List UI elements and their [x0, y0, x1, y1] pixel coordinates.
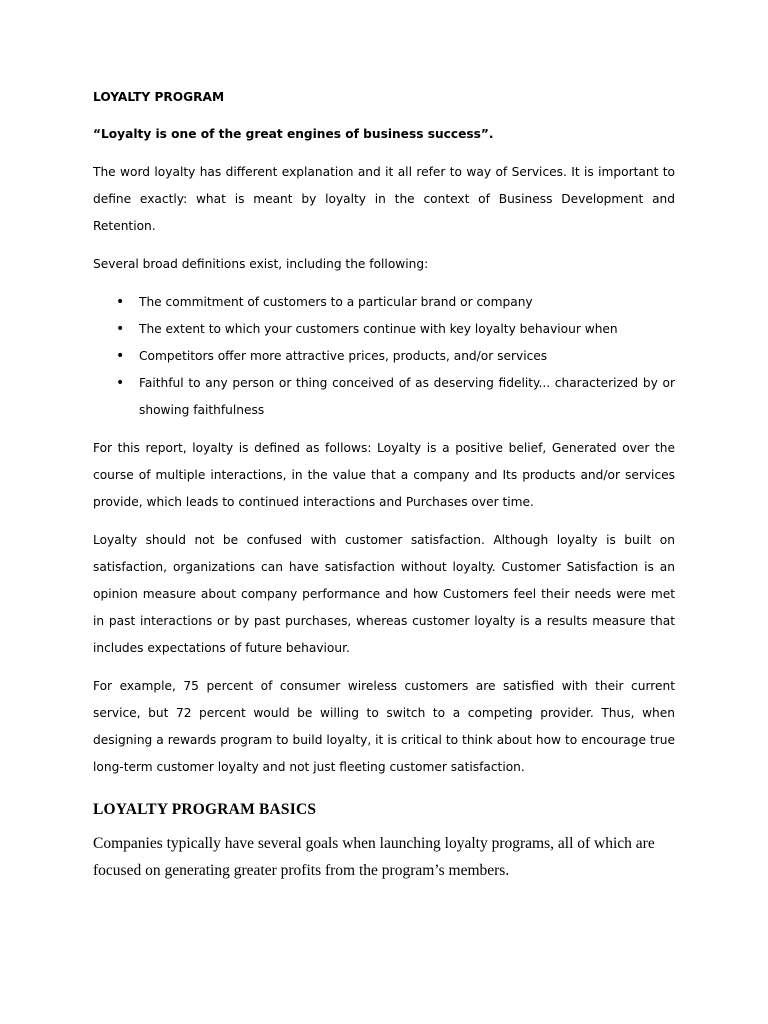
list-item-text: Competitors offer more attractive prices, products, and/or services [139, 349, 548, 363]
definitions-list [93, 289, 675, 424]
bullet-icon: • [116, 348, 125, 364]
bullet-icon: • [116, 321, 125, 337]
list-item [93, 343, 675, 370]
list-item-text: The commitment of customers to a particular brand or company [139, 295, 533, 309]
paragraph-satisfaction: Loyalty should not be confused with customer satisfaction. Although loyalty is built on satisfaction, organizations can have satisfaction without loyalty. Customer Satisfaction is an opinion measure about company performance and how Customers feel their needs were met in past interactions or by past purchases, whereas customer loyalty is a results measure that includes expectations of future behaviour. [93, 533, 675, 655]
paragraph-example: For example, 75 percent of consumer wireless customers are satisfied with their current service, but 72 percent would be willing to switch to a competing provider. Thus, when designing a rewards program to build loyalty, it is critical to think about how to encourage true long-term customer loyalty and not just fleeting customer satisfaction. [93, 679, 675, 774]
paragraph-report-definition: For this report, loyalty is defined as follows: Loyalty is a positive belief, Generated over the course of multiple interactions, in the value that a company and Its products and/or services provide, which leads to continued interactions and Purchases over time. [93, 441, 675, 509]
document-quote: “Loyalty is one of the great engines of business success”. [93, 127, 494, 141]
bullet-icon: • [116, 294, 125, 310]
paragraph-definitions-intro: Several broad definitions exist, including the following: [93, 257, 429, 271]
list-item [93, 370, 675, 424]
list-item [93, 316, 675, 343]
document-page [93, 78, 675, 884]
document-title: LOYALTY PROGRAM [93, 90, 225, 104]
section-heading: LOYALTY PROGRAM BASICS [93, 801, 317, 818]
list-item-text: The extent to which your customers continue with key loyalty behaviour when [139, 322, 618, 336]
bullet-icon: • [116, 375, 125, 391]
paragraph-definition: The word loyalty has different explanation and it all refer to way of Services. It is important to define exactly: what is meant by loyalty in the context of Business Development and Retention. [93, 165, 675, 233]
section-paragraph: Companies typically have several goals when launching loyalty programs, all of which are focused on generating greater profits from the program’s members. [93, 835, 655, 879]
list-item-text: Faithful to any person or thing conceived of as deserving fidelity... characterized by or showing faithfulness [139, 376, 675, 417]
list-item [93, 289, 675, 316]
